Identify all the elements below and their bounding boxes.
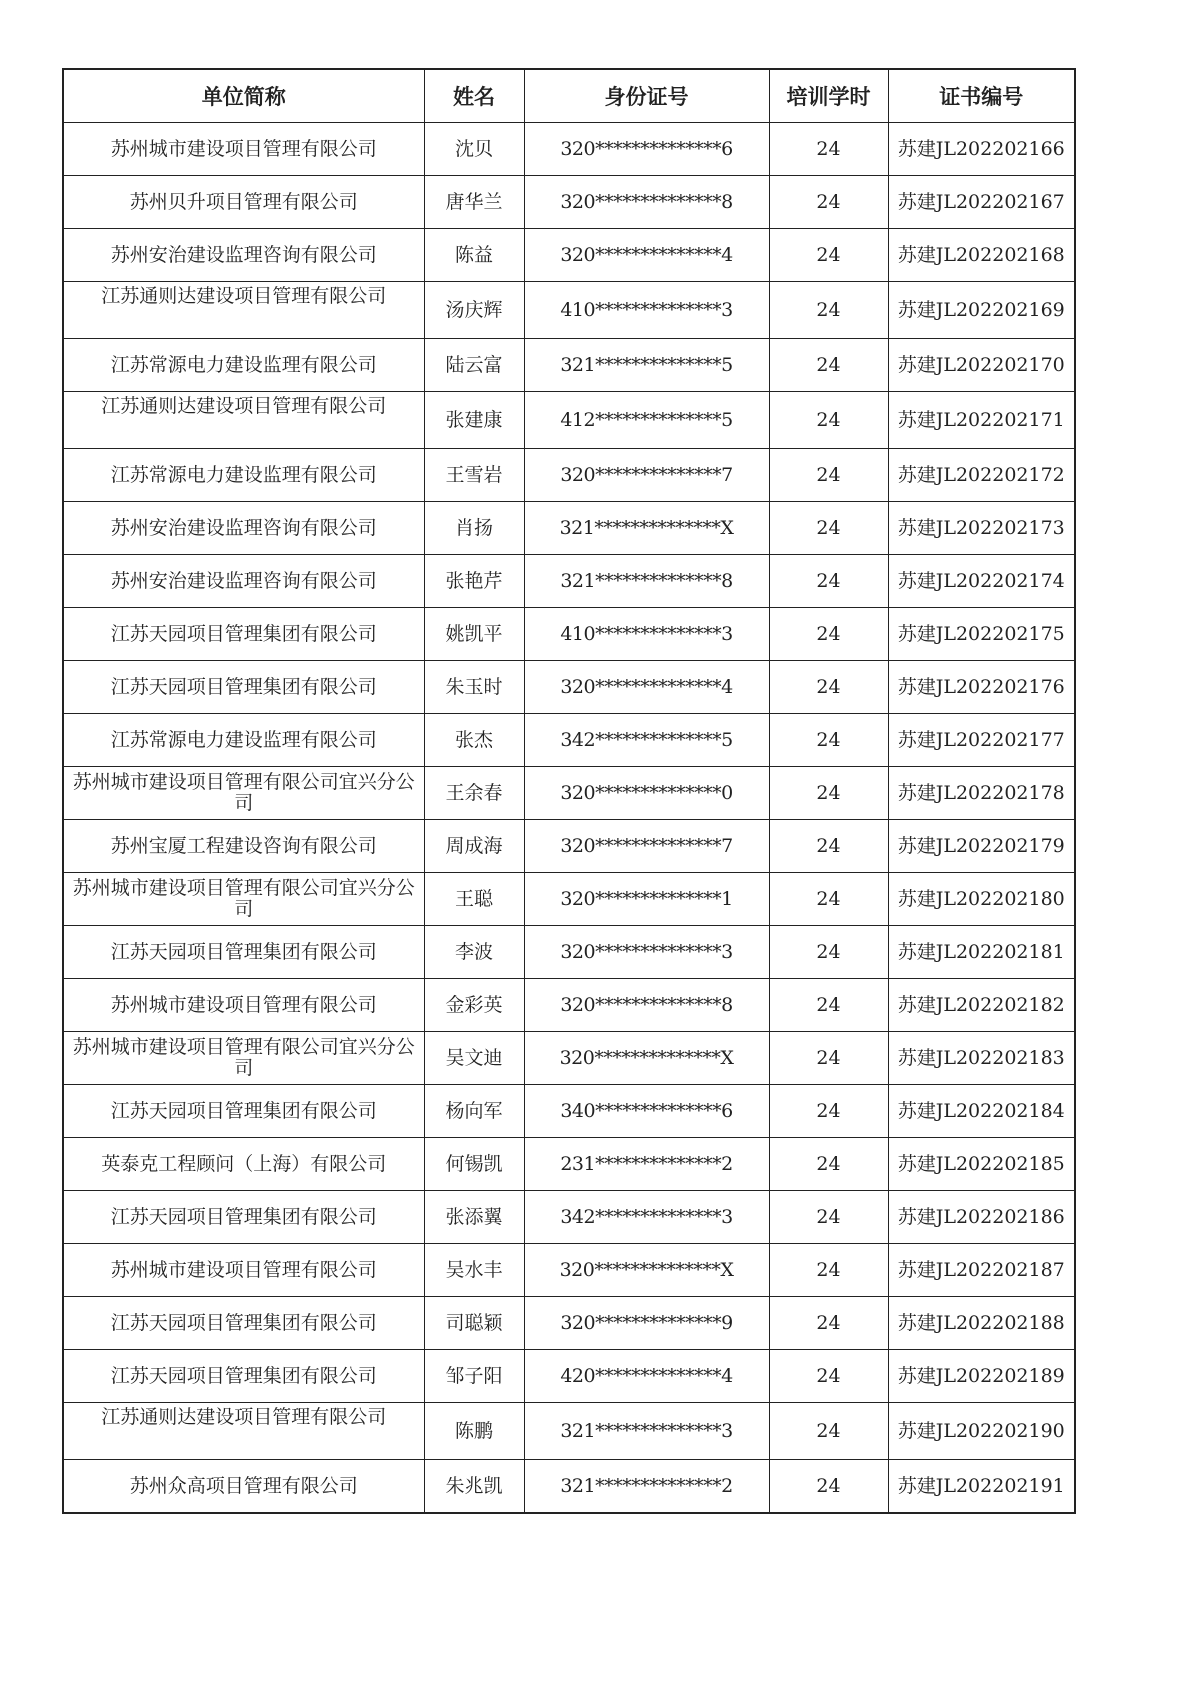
cell-unit: 江苏通则达建设项目管理有限公司 [63, 1403, 424, 1460]
cell-certificate-number: 苏建JL202202173 [888, 502, 1075, 555]
table-row [63, 608, 1075, 661]
cell-unit: 苏州众高项目管理有限公司 [63, 1460, 424, 1514]
cell-name: 邹子阳 [424, 1350, 524, 1403]
cell-unit: 江苏天园项目管理集团有限公司 [63, 1085, 424, 1138]
cell-id-number: 320**************4 [524, 229, 769, 282]
cell-unit: 苏州城市建设项目管理有限公司 [63, 979, 424, 1032]
cell-training-hours: 24 [769, 339, 888, 392]
cell-unit: 苏州城市建设项目管理有限公司宜兴分公司 [63, 1032, 424, 1085]
cell-name: 李波 [424, 926, 524, 979]
table-row [63, 661, 1075, 714]
cell-training-hours: 24 [769, 1350, 888, 1403]
cell-unit: 苏州宝厦工程建设咨询有限公司 [63, 820, 424, 873]
table-row [63, 1032, 1075, 1085]
cell-unit: 江苏天园项目管理集团有限公司 [63, 1297, 424, 1350]
cell-name: 司聪颖 [424, 1297, 524, 1350]
cell-certificate-number: 苏建JL202202177 [888, 714, 1075, 767]
cell-name: 金彩英 [424, 979, 524, 1032]
cell-id-number: 320**************7 [524, 820, 769, 873]
cell-id-number: 420**************4 [524, 1350, 769, 1403]
cell-certificate-number: 苏建JL202202167 [888, 176, 1075, 229]
cell-certificate-number: 苏建JL202202170 [888, 339, 1075, 392]
cell-certificate-number: 苏建JL202202188 [888, 1297, 1075, 1350]
cell-training-hours: 24 [769, 229, 888, 282]
cell-name: 王雪岩 [424, 449, 524, 502]
cell-certificate-number: 苏建JL202202179 [888, 820, 1075, 873]
table-row [63, 1297, 1075, 1350]
cell-name: 王聪 [424, 873, 524, 926]
cell-unit: 苏州城市建设项目管理有限公司宜兴分公司 [63, 767, 424, 820]
cell-certificate-number: 苏建JL202202174 [888, 555, 1075, 608]
cell-id-number: 320**************8 [524, 979, 769, 1032]
cell-id-number: 320**************8 [524, 176, 769, 229]
cell-training-hours: 24 [769, 1032, 888, 1085]
cell-training-hours: 24 [769, 392, 888, 449]
cell-certificate-number: 苏建JL202202172 [888, 449, 1075, 502]
cell-certificate-number: 苏建JL202202171 [888, 392, 1075, 449]
cell-certificate-number: 苏建JL202202181 [888, 926, 1075, 979]
cell-training-hours: 24 [769, 123, 888, 176]
cell-training-hours: 24 [769, 926, 888, 979]
table-row [63, 282, 1075, 339]
table-row [63, 449, 1075, 502]
table-body [63, 123, 1075, 1514]
cell-training-hours: 24 [769, 555, 888, 608]
cell-name: 张添翼 [424, 1191, 524, 1244]
header-row [63, 69, 1075, 123]
cell-unit: 苏州安治建设监理咨询有限公司 [63, 555, 424, 608]
table-row [63, 1138, 1075, 1191]
cell-id-number: 321**************8 [524, 555, 769, 608]
cell-id-number: 320**************3 [524, 926, 769, 979]
cell-certificate-number: 苏建JL202202176 [888, 661, 1075, 714]
cell-name: 张建康 [424, 392, 524, 449]
cell-id-number: 321**************3 [524, 1403, 769, 1460]
training-certificate-table [62, 68, 1076, 1514]
cell-id-number: 321**************5 [524, 339, 769, 392]
table-row [63, 714, 1075, 767]
cell-certificate-number: 苏建JL202202189 [888, 1350, 1075, 1403]
cell-certificate-number: 苏建JL202202182 [888, 979, 1075, 1032]
cell-name: 姚凯平 [424, 608, 524, 661]
header-id-number: 身份证号 [524, 69, 769, 123]
cell-unit: 江苏天园项目管理集团有限公司 [63, 926, 424, 979]
table-row [63, 229, 1075, 282]
cell-unit: 苏州贝升项目管理有限公司 [63, 176, 424, 229]
table-row [63, 1403, 1075, 1460]
cell-training-hours: 24 [769, 449, 888, 502]
table-row [63, 1085, 1075, 1138]
table-row [63, 926, 1075, 979]
cell-certificate-number: 苏建JL202202178 [888, 767, 1075, 820]
table-row [63, 502, 1075, 555]
cell-unit: 江苏天园项目管理集团有限公司 [63, 661, 424, 714]
cell-name: 陆云富 [424, 339, 524, 392]
cell-name: 唐华兰 [424, 176, 524, 229]
cell-name: 陈益 [424, 229, 524, 282]
cell-training-hours: 24 [769, 1403, 888, 1460]
table-row [63, 873, 1075, 926]
cell-training-hours: 24 [769, 1138, 888, 1191]
cell-id-number: 320**************6 [524, 123, 769, 176]
cell-certificate-number: 苏建JL202202166 [888, 123, 1075, 176]
cell-id-number: 340**************6 [524, 1085, 769, 1138]
cell-name: 王余春 [424, 767, 524, 820]
cell-unit: 江苏常源电力建设监理有限公司 [63, 449, 424, 502]
table-row [63, 339, 1075, 392]
cell-training-hours: 24 [769, 767, 888, 820]
cell-unit: 江苏天园项目管理集团有限公司 [63, 608, 424, 661]
cell-id-number: 320**************X [524, 1244, 769, 1297]
cell-certificate-number: 苏建JL202202183 [888, 1032, 1075, 1085]
cell-name: 杨向军 [424, 1085, 524, 1138]
cell-training-hours: 24 [769, 282, 888, 339]
cell-name: 周成海 [424, 820, 524, 873]
cell-name: 朱玉时 [424, 661, 524, 714]
cell-unit: 江苏常源电力建设监理有限公司 [63, 339, 424, 392]
cell-unit: 苏州安治建设监理咨询有限公司 [63, 502, 424, 555]
cell-training-hours: 24 [769, 1460, 888, 1514]
cell-training-hours: 24 [769, 979, 888, 1032]
cell-name: 吴水丰 [424, 1244, 524, 1297]
cell-id-number: 320**************7 [524, 449, 769, 502]
cell-id-number: 231**************2 [524, 1138, 769, 1191]
cell-id-number: 412**************5 [524, 392, 769, 449]
cell-certificate-number: 苏建JL202202168 [888, 229, 1075, 282]
table-row [63, 1244, 1075, 1297]
cell-training-hours: 24 [769, 714, 888, 767]
cell-certificate-number: 苏建JL202202184 [888, 1085, 1075, 1138]
cell-id-number: 320**************0 [524, 767, 769, 820]
cell-unit: 江苏常源电力建设监理有限公司 [63, 714, 424, 767]
header-unit: 单位简称 [63, 69, 424, 123]
cell-training-hours: 24 [769, 873, 888, 926]
cell-certificate-number: 苏建JL202202191 [888, 1460, 1075, 1514]
cell-id-number: 320**************1 [524, 873, 769, 926]
cell-name: 张艳芹 [424, 555, 524, 608]
header-training-hours: 培训学时 [769, 69, 888, 123]
table-row [63, 392, 1075, 449]
cell-certificate-number: 苏建JL202202186 [888, 1191, 1075, 1244]
cell-unit: 江苏天园项目管理集团有限公司 [63, 1191, 424, 1244]
cell-name: 张杰 [424, 714, 524, 767]
cell-unit: 英泰克工程顾问（上海）有限公司 [63, 1138, 424, 1191]
cell-training-hours: 24 [769, 1297, 888, 1350]
table-row [63, 176, 1075, 229]
cell-unit: 江苏通则达建设项目管理有限公司 [63, 282, 424, 339]
cell-training-hours: 24 [769, 1085, 888, 1138]
cell-unit: 江苏天园项目管理集团有限公司 [63, 1350, 424, 1403]
cell-id-number: 320**************4 [524, 661, 769, 714]
cell-unit: 苏州安治建设监理咨询有限公司 [63, 229, 424, 282]
table-row [63, 1350, 1075, 1403]
cell-name: 肖扬 [424, 502, 524, 555]
cell-name: 吴文迪 [424, 1032, 524, 1085]
cell-unit: 苏州城市建设项目管理有限公司 [63, 123, 424, 176]
table-header [63, 69, 1075, 123]
table-row [63, 1460, 1075, 1514]
header-certificate-number: 证书编号 [888, 69, 1075, 123]
cell-id-number: 320**************9 [524, 1297, 769, 1350]
cell-unit: 江苏通则达建设项目管理有限公司 [63, 392, 424, 449]
cell-certificate-number: 苏建JL202202190 [888, 1403, 1075, 1460]
cell-id-number: 320**************X [524, 1032, 769, 1085]
table-row [63, 555, 1075, 608]
cell-id-number: 321**************2 [524, 1460, 769, 1514]
cell-training-hours: 24 [769, 608, 888, 661]
table-row [63, 123, 1075, 176]
cell-name: 何锡凯 [424, 1138, 524, 1191]
cell-certificate-number: 苏建JL202202187 [888, 1244, 1075, 1297]
table-row [63, 820, 1075, 873]
cell-id-number: 342**************3 [524, 1191, 769, 1244]
cell-training-hours: 24 [769, 1244, 888, 1297]
cell-name: 汤庆辉 [424, 282, 524, 339]
cell-id-number: 342**************5 [524, 714, 769, 767]
cell-training-hours: 24 [769, 1191, 888, 1244]
cell-certificate-number: 苏建JL202202180 [888, 873, 1075, 926]
cell-id-number: 321**************X [524, 502, 769, 555]
cell-training-hours: 24 [769, 502, 888, 555]
cell-training-hours: 24 [769, 820, 888, 873]
header-name: 姓名 [424, 69, 524, 123]
cell-certificate-number: 苏建JL202202169 [888, 282, 1075, 339]
cell-name: 朱兆凯 [424, 1460, 524, 1514]
cell-certificate-number: 苏建JL202202185 [888, 1138, 1075, 1191]
cell-training-hours: 24 [769, 176, 888, 229]
cell-name: 陈鹏 [424, 1403, 524, 1460]
table-row [63, 979, 1075, 1032]
cell-name: 沈贝 [424, 123, 524, 176]
table-row [63, 1191, 1075, 1244]
table-row [63, 767, 1075, 820]
cell-unit: 苏州城市建设项目管理有限公司宜兴分公司 [63, 873, 424, 926]
cell-unit: 苏州城市建设项目管理有限公司 [63, 1244, 424, 1297]
cell-certificate-number: 苏建JL202202175 [888, 608, 1075, 661]
cell-id-number: 410**************3 [524, 282, 769, 339]
cell-id-number: 410**************3 [524, 608, 769, 661]
cell-training-hours: 24 [769, 661, 888, 714]
